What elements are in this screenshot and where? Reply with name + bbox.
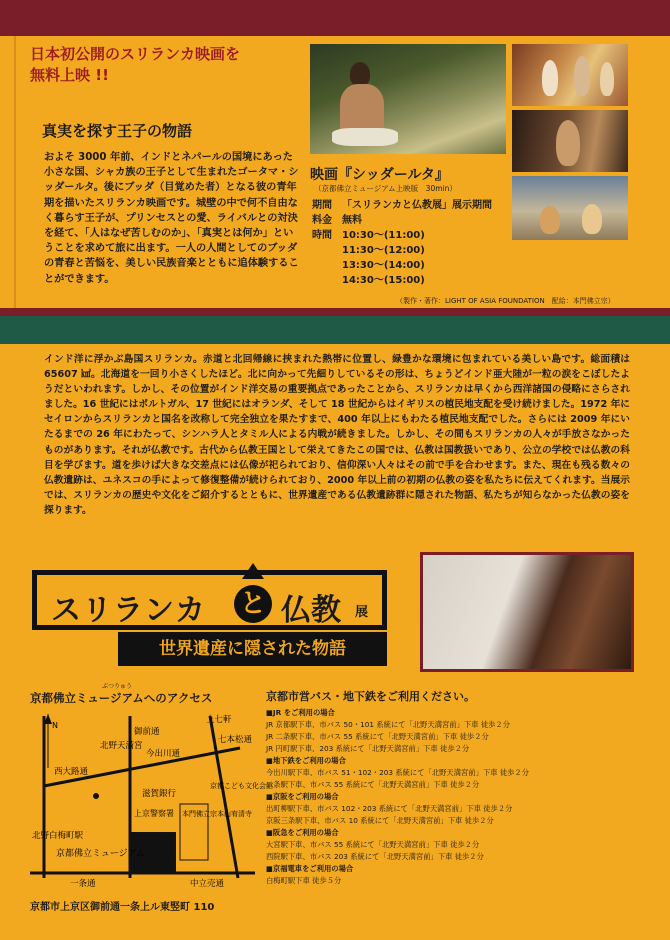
transit-guide — [266, 690, 646, 887]
info-row: 13:30～(14:00) — [342, 260, 425, 271]
info-row: 11:30～(12:00) — [342, 245, 425, 256]
figure-outdoor-2 — [582, 204, 602, 234]
kitano-marker-icon — [93, 793, 99, 799]
map-label-shiga-bank: 滋賀銀行 — [142, 789, 177, 799]
headline-line-2: 無料上映 !! — [30, 66, 109, 84]
ruby-butsuryu: ぶつりゅう — [102, 683, 133, 690]
logo-top-frame — [32, 570, 387, 630]
transit-line: 今出川駅下車、市バス 51・102・203 系統にて「北野天満宮前」下車 徒歩２分 — [266, 768, 530, 777]
story-text: およそ 3000 年前、インドとネパールの国境にあった小さな国、シャカ族の王子として生まれたゴータマ・シッダールタ。後にブッダ（目覚めた者）となる彼の青年期を描いたスリランカ映画です。城壁の中で何不自由なく暮らす王子が、プリンセスとの愛、ライバルとの対決を経て、「人はなぜ苦しむのか」、「真実とは何か」ということを求めて旅に出ます。一人の人間としてのブッダの青春と苦悩を、美しい民族音楽とともに追体験することができます。 — [44, 152, 299, 285]
map-label-onmae: 御前通 — [134, 727, 160, 737]
map-label-shichihon: 七本松通 — [218, 735, 253, 745]
transit-section-title: ■地下鉄をご利用の場合 — [266, 756, 346, 765]
movie-info-table — [312, 198, 492, 288]
movie-credit: （製作・著作：LIGHT OF ASIA FOUNDATION 配給：本門佛立宗） — [396, 297, 615, 305]
svg-text:N: N — [52, 721, 58, 730]
figure-court-3 — [600, 62, 614, 96]
transit-line: 西院駅下車、市バス 203 系統にて「北野天満宮前」下車 徒歩２分 — [266, 852, 484, 861]
access-title: 京都佛立ミュージアムへのアクセス — [30, 691, 213, 705]
map-label-nishioji: 西大路通 — [54, 767, 89, 777]
logo-tagline: 世界遺産に隠された物語 — [118, 632, 387, 666]
movie-title: 映画『シッダールタ』 — [310, 167, 449, 183]
story-subtitle: 真実を探す王子の物語 — [42, 122, 193, 140]
transit-section-title: ■京阪をご利用の場合 — [266, 792, 339, 801]
transit-line: 京阪三条駅下車、市バス 10 系統にて「北野天満宮前」下車 徒歩２分 — [266, 816, 494, 825]
map-label-police: 上京警察署 — [134, 809, 174, 818]
info-row: 14:30～(15:00) — [342, 275, 425, 286]
transit-line: JR 円町駅下車、203 系統にて「北野天満宮前」下車 徒歩２分 — [266, 744, 470, 753]
museum-address: 京都市上京区御前通一条上ル東竪町 110 — [30, 902, 215, 913]
transit-line: 大宮駅下車、市バス 55 系統にて「北野天満宮前」下車 徒歩２分 — [266, 840, 480, 849]
stupa-icon — [242, 563, 264, 579]
map-label-children: 京都こども文化会館 — [210, 782, 273, 790]
logo-word-srilanka: スリランカ — [51, 593, 206, 628]
transit-line: 白梅町駅下車 徒歩５分 — [266, 876, 342, 885]
info-row: 期間 「スリランカと仏教展」展示期間 — [312, 200, 492, 211]
map-label-honmon: 本門佛立宗本山宥清寺 — [182, 810, 252, 818]
headline — [30, 44, 300, 86]
map-label-imadegawa: 今出川通 — [146, 749, 181, 759]
exhibition-logo — [32, 570, 387, 670]
transit-heading: 京都市営バス・地下鉄をご利用ください。 — [266, 690, 475, 703]
info-row: 時間 10:30～(11:00) — [312, 230, 425, 241]
top-banner-bar — [0, 0, 670, 36]
divider-red — [0, 308, 670, 316]
movie-subtitle: （京都佛立ミュージアム上映版 30min） — [314, 184, 457, 193]
film-still-main — [310, 44, 506, 154]
map-label-nakadachiuri: 中立売通 — [190, 879, 225, 889]
logo-word-to: と — [234, 585, 272, 623]
figure-prince — [556, 120, 580, 166]
figure-outdoor-1 — [540, 206, 560, 234]
map-label-ichijo: 一条通 — [70, 879, 96, 889]
film-still-prince — [512, 110, 628, 172]
transit-line: 二条駅下車、市バス 55 系統にて「北野天満宮前」下車 徒歩２分 — [266, 780, 480, 789]
transit-section-title: ■JR をご利用の場合 — [266, 708, 335, 717]
figure-court-2 — [574, 56, 590, 96]
logo-word-exhibition: 展 — [355, 605, 369, 620]
figure-cloth — [332, 128, 398, 146]
map-label-museum: 京都佛立ミュージアム — [56, 849, 146, 859]
figure-body — [340, 84, 384, 134]
figure-court-1 — [542, 60, 558, 96]
transit-section-title: ■京福電車をご利用の場合 — [266, 864, 354, 873]
access-map — [30, 708, 273, 889]
map-label-kitano-hakubai: 北野白梅町駅 — [32, 831, 84, 841]
film-still-outdoor — [512, 176, 628, 240]
transit-line: 出町柳駅下車、市バス 102・203 系統にて「北野天満宮前」下車 徒歩２分 — [266, 804, 513, 813]
headline-line-1: 日本初公開のスリランカ映画を — [30, 45, 241, 63]
exhibition-intro: インド洋に浮かぶ島国スリランカ。赤道と北回帰線に挟まれた熱帯に位置し、緑豊かな環境に包まれている美しい島です。総面積は 65607 ㎢。北海道を一回り小さくしたほど。北に向かって先細りしているその形は、ちょうどインド亜大陸が一粒の涙をこぼしたようだといわれます。しかし、その位置がインド洋交易の重要拠点であったことから、スリランカは早くから西洋諸国の侵略にさらされました。16 世紀にはポルトガル、17 世紀にはオランダ、そして 18 世紀からはイギリスの植民地支配を受け続けました。1972 年にセイロンからスリランカと国名を改称して完全独立を果たすまで、400 年以上にもわたる植民地支配でした。さらには 2009 年にいたるまでの 26 年にわたって、シンハラ人とタミル人による内戦が続きました。しかし、その間もスリランカの人々が手放さなかったものがあります。それが仏教です。古代から仏教王国として栄えてきたこの国では、仏教は国教扱いであり、公立の学校では仏教の科目を学びます。道を歩けば大きな交差点には仏像が祀られており、信仰深い人々はその前で手を合わせます。また、現在も残る数々の仏教遺跡は、ユネスコの手によって修復整備が続けられており、2000 年以上前の初期の仏教の姿を私たちに伝えてくれます。当展示では、スリランカの歴史や文化をご紹介するとともに、世界遺産である仏教遺跡群に隠された物語、私たちが知らなかった仏教の姿を探ります。 — [44, 354, 630, 516]
logo-word-buddhism: 仏教 — [281, 593, 341, 628]
praying-woman-photo — [420, 552, 634, 672]
film-still-court — [512, 44, 628, 106]
figure-head — [350, 62, 370, 86]
map-label-kitano: 北野天満宮 — [100, 741, 143, 751]
info-row: 料金 無料 — [312, 215, 362, 226]
transit-line: JR 二条駅下車、市バス 55 系統にて「北野天満宮前」下車 徒歩２分 — [266, 732, 489, 741]
transit-section-title: ■阪急をご利用の場合 — [266, 828, 339, 837]
transit-line: JR 京都駅下車、市バス 50・101 系統にて「北野天満宮前」下車 徒歩２分 — [266, 720, 511, 729]
divider-green — [0, 316, 670, 344]
map-label-kamishichiken: 上七軒 — [206, 715, 232, 725]
